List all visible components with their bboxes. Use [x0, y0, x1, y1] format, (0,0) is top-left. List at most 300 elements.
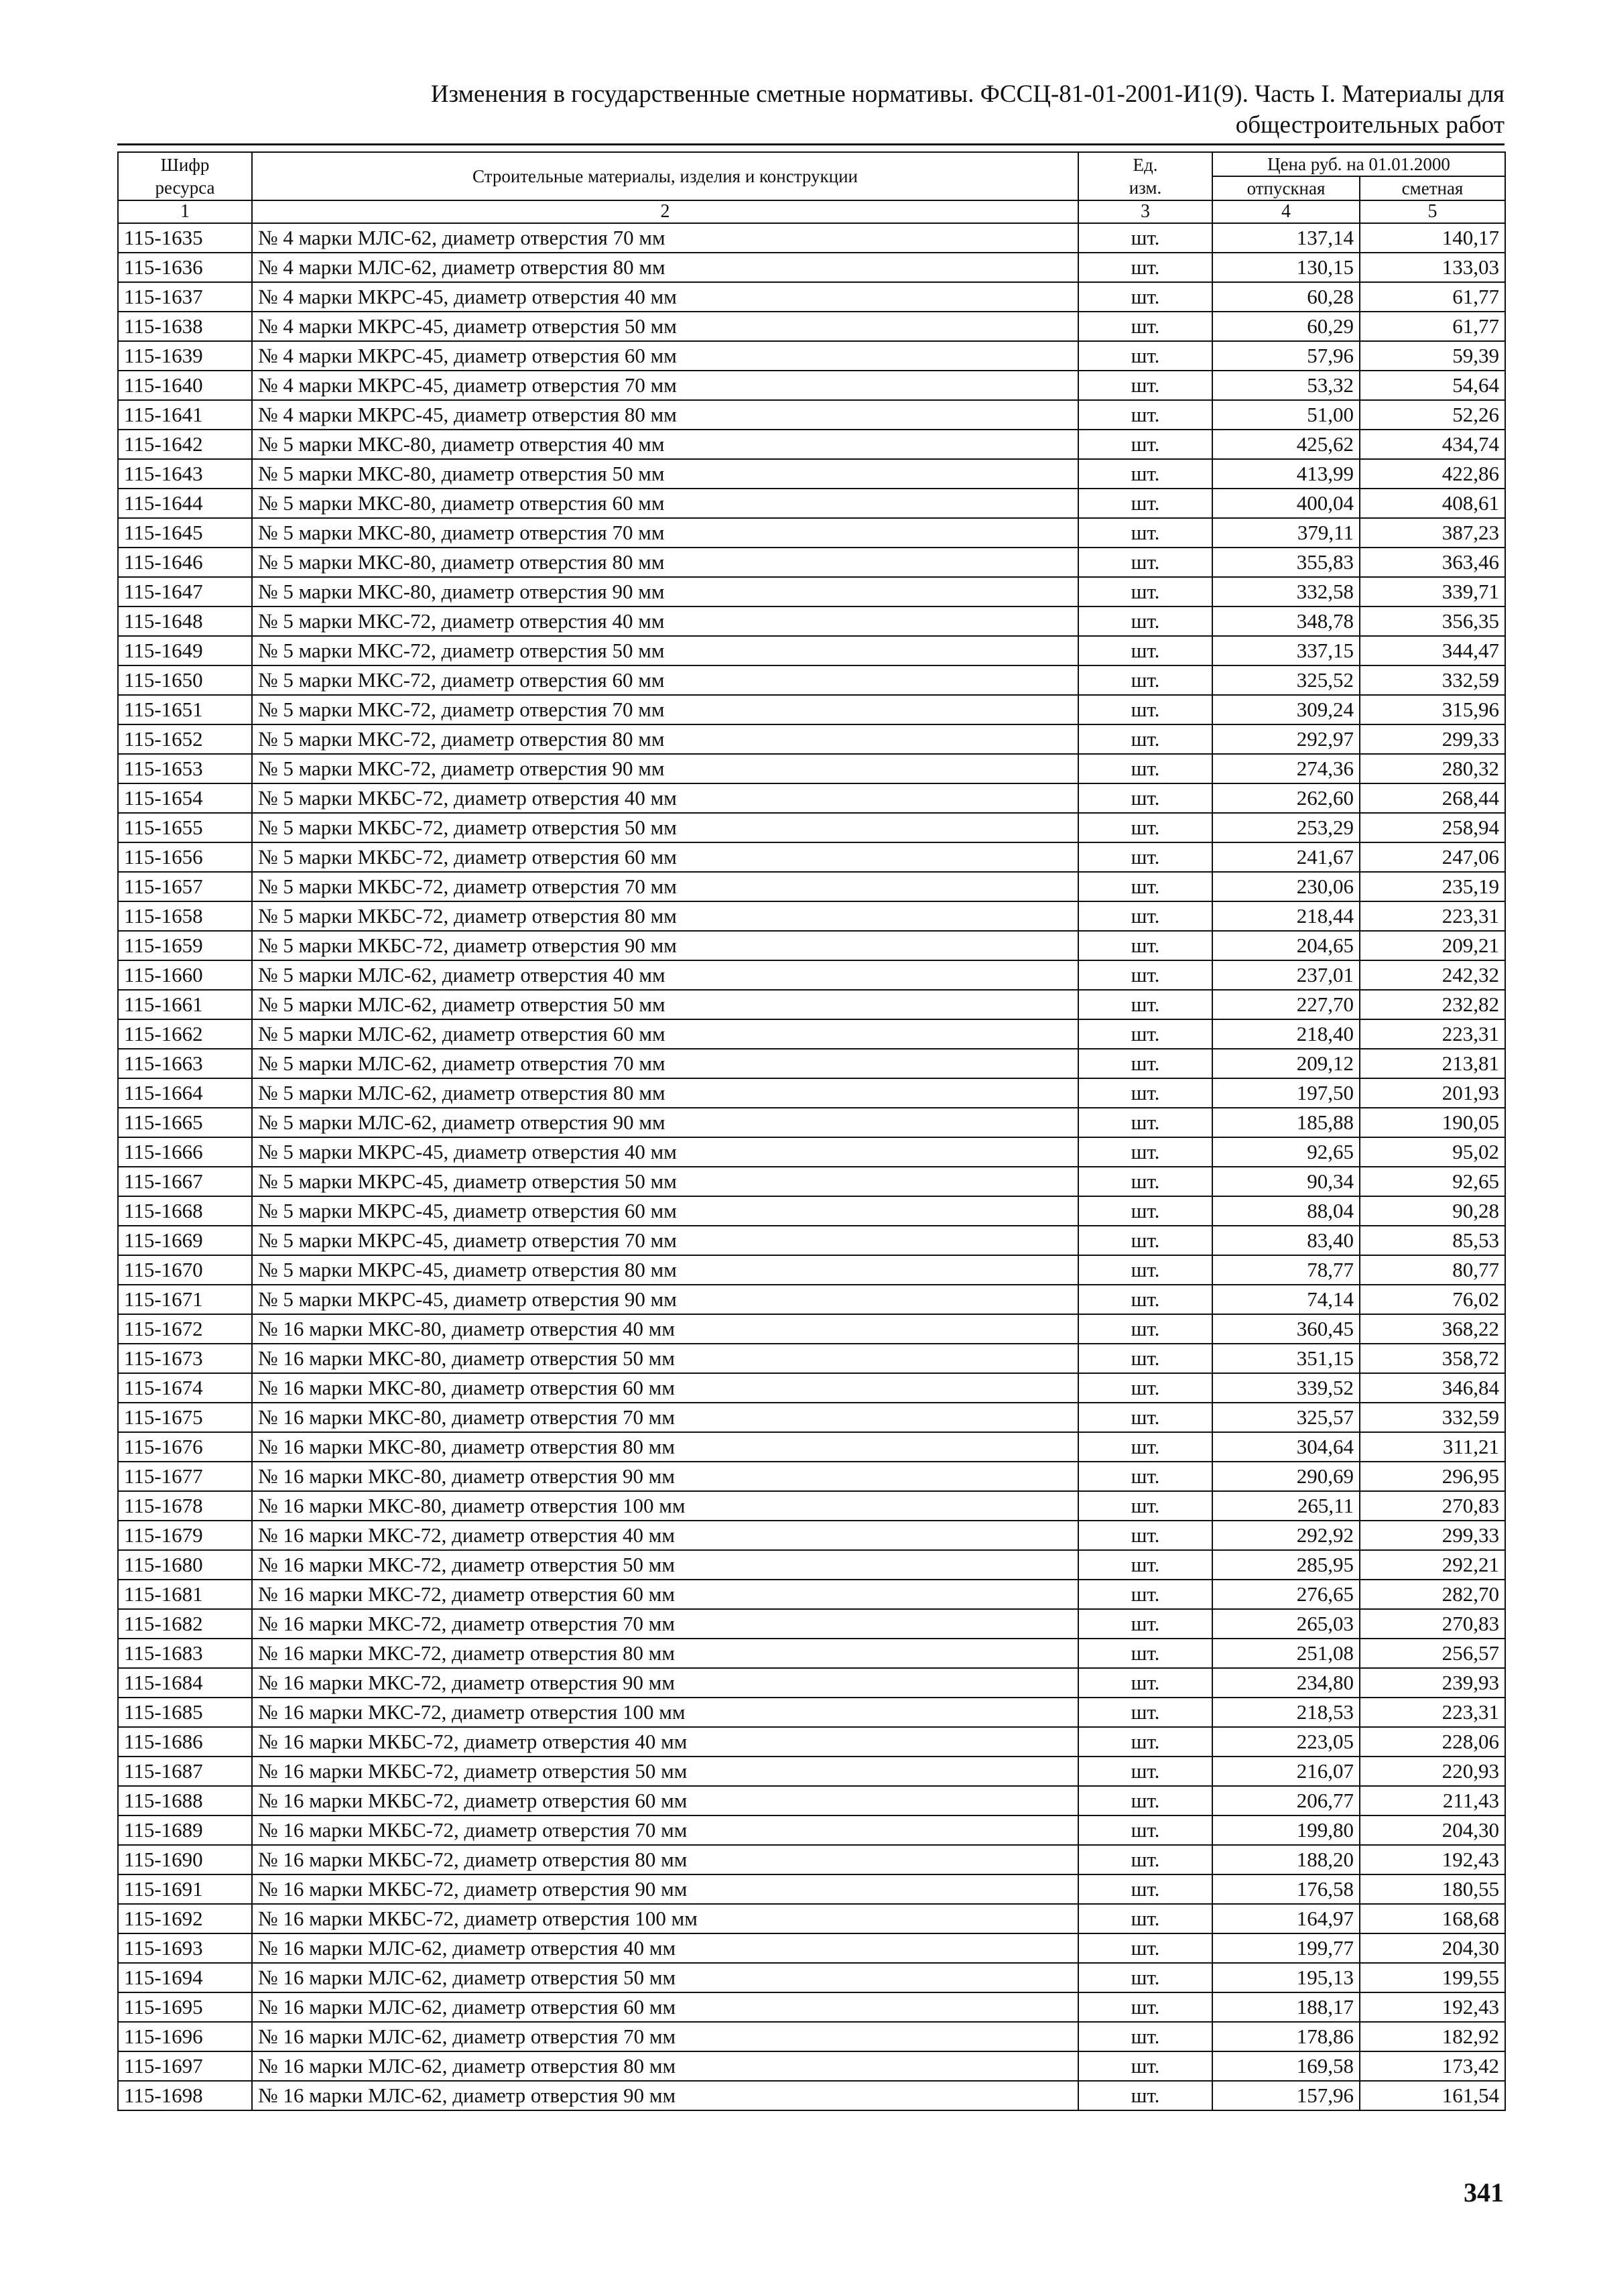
release-price-cell: 53,32: [1212, 371, 1360, 400]
resource-code-cell: 115-1637: [118, 282, 252, 312]
table-row: [118, 842, 1505, 872]
estimate-price-cell: 339,71: [1360, 577, 1505, 607]
resource-code-cell: 115-1661: [118, 990, 252, 1019]
material-name-cell: № 5 марки МКРС-45, диаметр отверстия 90 мм: [252, 1285, 1078, 1314]
release-price-cell: 325,57: [1212, 1403, 1360, 1432]
table-row: [118, 636, 1505, 665]
material-name-cell: № 16 марки МКС-80, диаметр отверстия 80 мм: [252, 1432, 1078, 1462]
material-name-cell: № 16 марки МКС-80, диаметр отверстия 90 мм: [252, 1462, 1078, 1491]
unit-cell: шт.: [1078, 1698, 1212, 1727]
unit-cell: шт.: [1078, 430, 1212, 459]
material-name-cell: № 16 марки МЛС-62, диаметр отверстия 80 мм: [252, 2051, 1078, 2081]
header-price-release: отпускная: [1212, 176, 1360, 200]
unit-cell: шт.: [1078, 1550, 1212, 1580]
resource-code-cell: 115-1698: [118, 2081, 252, 2110]
resource-code-cell: 115-1669: [118, 1226, 252, 1255]
header-price-estimate: сметная: [1360, 176, 1505, 200]
release-price-cell: 237,01: [1212, 960, 1360, 990]
unit-cell: шт.: [1078, 1904, 1212, 1933]
estimate-price-cell: 242,32: [1360, 960, 1505, 990]
table-row: [118, 430, 1505, 459]
release-price-cell: 234,80: [1212, 1668, 1360, 1698]
release-price-cell: 169,58: [1212, 2051, 1360, 2081]
material-name-cell: № 16 марки МЛС-62, диаметр отверстия 50 мм: [252, 1963, 1078, 1992]
table-header: [118, 152, 1505, 223]
material-name-cell: № 16 марки МКС-72, диаметр отверстия 60 мм: [252, 1580, 1078, 1609]
estimate-price-cell: 280,32: [1360, 754, 1505, 783]
table-row: [118, 1049, 1505, 1078]
unit-cell: шт.: [1078, 783, 1212, 813]
unit-cell: шт.: [1078, 665, 1212, 695]
estimate-price-cell: 223,31: [1360, 1698, 1505, 1727]
release-price-cell: 285,95: [1212, 1550, 1360, 1580]
release-price-cell: 60,29: [1212, 312, 1360, 341]
release-price-cell: 74,14: [1212, 1285, 1360, 1314]
unit-cell: шт.: [1078, 1255, 1212, 1285]
unit-cell: шт.: [1078, 2051, 1212, 2081]
table-row: [118, 872, 1505, 901]
release-price-cell: 185,88: [1212, 1108, 1360, 1137]
table-row: [118, 665, 1505, 695]
resource-code-cell: 115-1677: [118, 1462, 252, 1491]
unit-cell: шт.: [1078, 1580, 1212, 1609]
material-name-cell: № 4 марки МКРС-45, диаметр отверстия 60 мм: [252, 341, 1078, 371]
resource-code-cell: 115-1650: [118, 665, 252, 695]
unit-cell: шт.: [1078, 872, 1212, 901]
resource-code-cell: 115-1635: [118, 223, 252, 253]
resource-code-cell: 115-1645: [118, 518, 252, 548]
table-row: [118, 1403, 1505, 1432]
resource-code-cell: 115-1697: [118, 2051, 252, 2081]
resource-code-cell: 115-1681: [118, 1580, 252, 1609]
unit-cell: шт.: [1078, 1521, 1212, 1550]
unit-cell: шт.: [1078, 1609, 1212, 1639]
unit-cell: шт.: [1078, 1403, 1212, 1432]
resource-code-cell: 115-1692: [118, 1904, 252, 1933]
material-name-cell: № 16 марки МКС-72, диаметр отверстия 50 мм: [252, 1550, 1078, 1580]
estimate-price-cell: 95,02: [1360, 1137, 1505, 1167]
header-code: [118, 152, 252, 200]
estimate-price-cell: 192,43: [1360, 1845, 1505, 1874]
material-name-cell: № 5 марки МКБС-72, диаметр отверстия 70 мм: [252, 872, 1078, 901]
release-price-cell: 265,11: [1212, 1491, 1360, 1521]
material-name-cell: № 5 марки МКС-72, диаметр отверстия 90 мм: [252, 754, 1078, 783]
table-row: [118, 1727, 1505, 1757]
material-name-cell: № 5 марки МЛС-62, диаметр отверстия 90 мм: [252, 1108, 1078, 1137]
table-row: [118, 813, 1505, 842]
estimate-price-cell: 59,39: [1360, 341, 1505, 371]
table-row: [118, 2051, 1505, 2081]
estimate-price-cell: 223,31: [1360, 1019, 1505, 1049]
resource-code-cell: 115-1689: [118, 1815, 252, 1845]
material-name-cell: № 5 марки МКРС-45, диаметр отверстия 50 мм: [252, 1167, 1078, 1196]
material-name-cell: № 5 марки МКС-72, диаметр отверстия 50 мм: [252, 636, 1078, 665]
resource-code-cell: 115-1642: [118, 430, 252, 459]
resource-code-cell: 115-1674: [118, 1373, 252, 1403]
table-row: [118, 1108, 1505, 1137]
estimate-price-cell: 358,72: [1360, 1344, 1505, 1373]
material-name-cell: № 4 марки МЛС-62, диаметр отверстия 70 мм: [252, 223, 1078, 253]
estimate-price-cell: 282,70: [1360, 1580, 1505, 1609]
estimate-price-cell: 213,81: [1360, 1049, 1505, 1078]
resource-code-cell: 115-1673: [118, 1344, 252, 1373]
unit-cell: шт.: [1078, 754, 1212, 783]
unit-cell: шт.: [1078, 1344, 1212, 1373]
release-price-cell: 78,77: [1212, 1255, 1360, 1285]
release-price-cell: 351,15: [1212, 1344, 1360, 1373]
release-price-cell: 137,14: [1212, 223, 1360, 253]
release-price-cell: 197,50: [1212, 1078, 1360, 1108]
estimate-price-cell: 408,61: [1360, 489, 1505, 518]
estimate-price-cell: 173,42: [1360, 2051, 1505, 2081]
resource-code-cell: 115-1636: [118, 253, 252, 282]
resource-code-cell: 115-1685: [118, 1698, 252, 1727]
resource-code-cell: 115-1663: [118, 1049, 252, 1078]
unit-cell: шт.: [1078, 1874, 1212, 1904]
resource-code-cell: 115-1638: [118, 312, 252, 341]
estimate-price-cell: 61,77: [1360, 312, 1505, 341]
resource-code-cell: 115-1644: [118, 489, 252, 518]
resource-code-cell: 115-1639: [118, 341, 252, 371]
estimate-price-cell: 182,92: [1360, 2022, 1505, 2051]
material-name-cell: № 5 марки МКС-80, диаметр отверстия 60 мм: [252, 489, 1078, 518]
material-name-cell: № 16 марки МКС-72, диаметр отверстия 70 мм: [252, 1609, 1078, 1639]
release-price-cell: 262,60: [1212, 783, 1360, 813]
release-price-cell: 325,52: [1212, 665, 1360, 695]
material-name-cell: № 5 марки МКС-72, диаметр отверстия 70 мм: [252, 695, 1078, 724]
estimate-price-cell: 228,06: [1360, 1727, 1505, 1757]
estimate-price-cell: 199,55: [1360, 1963, 1505, 1992]
resource-code-cell: 115-1659: [118, 931, 252, 960]
column-number: 5: [1360, 200, 1505, 223]
material-name-cell: № 5 марки МЛС-62, диаметр отверстия 80 мм: [252, 1078, 1078, 1108]
unit-cell: шт.: [1078, 1815, 1212, 1845]
resource-code-cell: 115-1655: [118, 813, 252, 842]
unit-cell: шт.: [1078, 282, 1212, 312]
material-name-cell: № 5 марки МКС-80, диаметр отверстия 90 мм: [252, 577, 1078, 607]
table-row: [118, 1432, 1505, 1462]
material-name-cell: № 16 марки МКС-80, диаметр отверстия 50 мм: [252, 1344, 1078, 1373]
estimate-price-cell: 292,21: [1360, 1550, 1505, 1580]
estimate-price-cell: 422,86: [1360, 459, 1505, 489]
column-number: 4: [1212, 200, 1360, 223]
unit-cell: шт.: [1078, 1757, 1212, 1786]
estimate-price-cell: 90,28: [1360, 1196, 1505, 1226]
resource-code-cell: 115-1649: [118, 636, 252, 665]
price-table: [117, 151, 1506, 2111]
table-row: [118, 1609, 1505, 1639]
estimate-price-cell: 140,17: [1360, 223, 1505, 253]
material-name-cell: № 16 марки МЛС-62, диаметр отверстия 90 мм: [252, 2081, 1078, 2110]
table-row: [118, 1815, 1505, 1845]
unit-cell: шт.: [1078, 931, 1212, 960]
release-price-cell: 218,40: [1212, 1019, 1360, 1049]
unit-cell: шт.: [1078, 577, 1212, 607]
table-row: [118, 2081, 1505, 2110]
table-row: [118, 459, 1505, 489]
resource-code-cell: 115-1643: [118, 459, 252, 489]
resource-code-cell: 115-1679: [118, 1521, 252, 1550]
estimate-price-cell: 54,64: [1360, 371, 1505, 400]
release-price-cell: 204,65: [1212, 931, 1360, 960]
material-name-cell: № 5 марки МКРС-45, диаметр отверстия 40 мм: [252, 1137, 1078, 1167]
table-row: [118, 223, 1505, 253]
table-row: [118, 1167, 1505, 1196]
estimate-price-cell: 161,54: [1360, 2081, 1505, 2110]
table-row: [118, 1963, 1505, 1992]
release-price-cell: 216,07: [1212, 1757, 1360, 1786]
material-name-cell: № 5 марки МКРС-45, диаметр отверстия 80 мм: [252, 1255, 1078, 1285]
material-name-cell: № 5 марки МЛС-62, диаметр отверстия 70 мм: [252, 1049, 1078, 1078]
release-price-cell: 218,44: [1212, 901, 1360, 931]
table-row: [118, 1580, 1505, 1609]
unit-cell: шт.: [1078, 1285, 1212, 1314]
unit-cell: шт.: [1078, 548, 1212, 577]
unit-cell: шт.: [1078, 1727, 1212, 1757]
release-price-cell: 360,45: [1212, 1314, 1360, 1344]
estimate-price-cell: 133,03: [1360, 253, 1505, 282]
resource-code-cell: 115-1690: [118, 1845, 252, 1874]
table-row: [118, 1255, 1505, 1285]
table-row: [118, 282, 1505, 312]
unit-cell: шт.: [1078, 1963, 1212, 1992]
unit-cell: шт.: [1078, 724, 1212, 754]
table-row: [118, 1874, 1505, 1904]
release-price-cell: 309,24: [1212, 695, 1360, 724]
table-row: [118, 548, 1505, 577]
estimate-price-cell: 256,57: [1360, 1639, 1505, 1668]
release-price-cell: 90,34: [1212, 1167, 1360, 1196]
table-row: [118, 1491, 1505, 1521]
release-price-cell: 199,77: [1212, 1933, 1360, 1963]
release-price-cell: 251,08: [1212, 1639, 1360, 1668]
header-name: Строительные материалы, изделия и конструкции: [252, 152, 1078, 200]
material-name-cell: № 5 марки МКБС-72, диаметр отверстия 60 мм: [252, 842, 1078, 872]
table-row: [118, 1196, 1505, 1226]
resource-code-cell: 115-1665: [118, 1108, 252, 1137]
header-price-group: Цена руб. на 01.01.2000: [1212, 152, 1505, 176]
material-name-cell: № 16 марки МКС-72, диаметр отверстия 100 мм: [252, 1698, 1078, 1727]
material-name-cell: № 16 марки МЛС-62, диаметр отверстия 70 мм: [252, 2022, 1078, 2051]
material-name-cell: № 16 марки МКБС-72, диаметр отверстия 50 мм: [252, 1757, 1078, 1786]
unit-cell: шт.: [1078, 1137, 1212, 1167]
unit-cell: шт.: [1078, 1196, 1212, 1226]
unit-cell: шт.: [1078, 223, 1212, 253]
unit-cell: шт.: [1078, 1167, 1212, 1196]
estimate-price-cell: 85,53: [1360, 1226, 1505, 1255]
table-row: [118, 577, 1505, 607]
release-price-cell: 227,70: [1212, 990, 1360, 1019]
estimate-price-cell: 92,65: [1360, 1167, 1505, 1196]
release-price-cell: 348,78: [1212, 607, 1360, 636]
unit-cell: шт.: [1078, 901, 1212, 931]
header-unit: [1078, 152, 1212, 200]
table-row: [118, 1373, 1505, 1403]
estimate-price-cell: 296,95: [1360, 1462, 1505, 1491]
unit-cell: шт.: [1078, 312, 1212, 341]
table-row: [118, 1757, 1505, 1786]
table-row: [118, 371, 1505, 400]
release-price-cell: 253,29: [1212, 813, 1360, 842]
estimate-price-cell: 211,43: [1360, 1786, 1505, 1815]
estimate-price-cell: 204,30: [1360, 1815, 1505, 1845]
table-row: [118, 1019, 1505, 1049]
material-name-cell: № 16 марки МКС-80, диаметр отверстия 40 мм: [252, 1314, 1078, 1344]
material-name-cell: № 5 марки МКРС-45, диаметр отверстия 60 мм: [252, 1196, 1078, 1226]
estimate-price-cell: 387,23: [1360, 518, 1505, 548]
estimate-price-cell: 299,33: [1360, 1521, 1505, 1550]
resource-code-cell: 115-1695: [118, 1992, 252, 2022]
release-price-cell: 355,83: [1212, 548, 1360, 577]
table-row: [118, 724, 1505, 754]
table-row: [118, 695, 1505, 724]
release-price-cell: 337,15: [1212, 636, 1360, 665]
table-row: [118, 960, 1505, 990]
material-name-cell: № 5 марки МКБС-72, диаметр отверстия 40 мм: [252, 783, 1078, 813]
material-name-cell: № 5 марки МЛС-62, диаметр отверстия 40 мм: [252, 960, 1078, 990]
resource-code-cell: 115-1670: [118, 1255, 252, 1285]
resource-code-cell: 115-1688: [118, 1786, 252, 1815]
estimate-price-cell: 270,83: [1360, 1609, 1505, 1639]
unit-cell: шт.: [1078, 842, 1212, 872]
unit-cell: шт.: [1078, 1019, 1212, 1049]
release-price-cell: 400,04: [1212, 489, 1360, 518]
resource-code-cell: 115-1652: [118, 724, 252, 754]
material-name-cell: № 5 марки МКС-80, диаметр отверстия 40 мм: [252, 430, 1078, 459]
estimate-price-cell: 356,35: [1360, 607, 1505, 636]
release-price-cell: 379,11: [1212, 518, 1360, 548]
unit-cell: шт.: [1078, 607, 1212, 636]
table-row: [118, 1786, 1505, 1815]
resource-code-cell: 115-1683: [118, 1639, 252, 1668]
table-row: [118, 1904, 1505, 1933]
resource-code-cell: 115-1646: [118, 548, 252, 577]
unit-cell: шт.: [1078, 2081, 1212, 2110]
estimate-price-cell: 76,02: [1360, 1285, 1505, 1314]
release-price-cell: 292,97: [1212, 724, 1360, 754]
resource-code-cell: 115-1641: [118, 400, 252, 430]
release-price-cell: 57,96: [1212, 341, 1360, 371]
material-name-cell: № 5 марки МКС-80, диаметр отверстия 50 мм: [252, 459, 1078, 489]
unit-cell: шт.: [1078, 341, 1212, 371]
estimate-price-cell: 192,43: [1360, 1992, 1505, 2022]
table-row: [118, 990, 1505, 1019]
estimate-price-cell: 247,06: [1360, 842, 1505, 872]
release-price-cell: 51,00: [1212, 400, 1360, 430]
unit-cell: шт.: [1078, 371, 1212, 400]
material-name-cell: № 5 марки МКБС-72, диаметр отверстия 80 мм: [252, 901, 1078, 931]
table-row: [118, 1550, 1505, 1580]
resource-code-cell: 115-1676: [118, 1432, 252, 1462]
unit-cell: шт.: [1078, 1078, 1212, 1108]
material-name-cell: № 16 марки МКС-80, диаметр отверстия 60 мм: [252, 1373, 1078, 1403]
material-name-cell: № 5 марки МКС-72, диаметр отверстия 60 мм: [252, 665, 1078, 695]
unit-cell: шт.: [1078, 400, 1212, 430]
estimate-price-cell: 346,84: [1360, 1373, 1505, 1403]
material-name-cell: № 16 марки МКБС-72, диаметр отверстия 80 мм: [252, 1845, 1078, 1874]
resource-code-cell: 115-1680: [118, 1550, 252, 1580]
unit-cell: шт.: [1078, 960, 1212, 990]
table-row: [118, 1285, 1505, 1314]
table-row: [118, 1137, 1505, 1167]
release-price-cell: 178,86: [1212, 2022, 1360, 2051]
estimate-price-cell: 190,05: [1360, 1108, 1505, 1137]
estimate-price-cell: 363,46: [1360, 548, 1505, 577]
release-price-cell: 88,04: [1212, 1196, 1360, 1226]
unit-cell: шт.: [1078, 1992, 1212, 2022]
release-price-cell: 199,80: [1212, 1815, 1360, 1845]
header-code-line-2: ресурса: [155, 178, 215, 198]
table-row: [118, 607, 1505, 636]
material-name-cell: № 16 марки МКБС-72, диаметр отверстия 70 мм: [252, 1815, 1078, 1845]
unit-cell: шт.: [1078, 1314, 1212, 1344]
estimate-price-cell: 315,96: [1360, 695, 1505, 724]
table-row: [118, 901, 1505, 931]
resource-code-cell: 115-1640: [118, 371, 252, 400]
header-title-line-1: Изменения в государственные сметные нормативы. ФССЦ-81-01-2001-И1(9). Часть I. Материалы для: [430, 80, 1505, 108]
material-name-cell: № 16 марки МКС-72, диаметр отверстия 90 мм: [252, 1668, 1078, 1698]
table-row: [118, 754, 1505, 783]
release-price-cell: 425,62: [1212, 430, 1360, 459]
unit-cell: шт.: [1078, 1108, 1212, 1137]
resource-code-cell: 115-1648: [118, 607, 252, 636]
unit-cell: шт.: [1078, 695, 1212, 724]
estimate-price-cell: 332,59: [1360, 665, 1505, 695]
unit-cell: шт.: [1078, 489, 1212, 518]
material-name-cell: № 16 марки МКС-72, диаметр отверстия 40 мм: [252, 1521, 1078, 1550]
estimate-price-cell: 332,59: [1360, 1403, 1505, 1432]
resource-code-cell: 115-1672: [118, 1314, 252, 1344]
table-row: [118, 312, 1505, 341]
material-name-cell: № 4 марки МЛС-62, диаметр отверстия 80 мм: [252, 253, 1078, 282]
header-rule: [117, 143, 1505, 145]
release-price-cell: 223,05: [1212, 1727, 1360, 1757]
release-price-cell: 209,12: [1212, 1049, 1360, 1078]
estimate-price-cell: 258,94: [1360, 813, 1505, 842]
unit-cell: шт.: [1078, 1049, 1212, 1078]
material-name-cell: № 5 марки МКС-80, диаметр отверстия 70 мм: [252, 518, 1078, 548]
resource-code-cell: 115-1647: [118, 577, 252, 607]
resource-code-cell: 115-1657: [118, 872, 252, 901]
estimate-price-cell: 270,83: [1360, 1491, 1505, 1521]
table-row: [118, 341, 1505, 371]
resource-code-cell: 115-1656: [118, 842, 252, 872]
resource-code-cell: 115-1684: [118, 1668, 252, 1698]
estimate-price-cell: 201,93: [1360, 1078, 1505, 1108]
resource-code-cell: 115-1671: [118, 1285, 252, 1314]
unit-cell: шт.: [1078, 2022, 1212, 2051]
release-price-cell: 332,58: [1212, 577, 1360, 607]
release-price-cell: 274,36: [1212, 754, 1360, 783]
release-price-cell: 230,06: [1212, 872, 1360, 901]
table-row: [118, 1521, 1505, 1550]
unit-cell: шт.: [1078, 1226, 1212, 1255]
resource-code-cell: 115-1682: [118, 1609, 252, 1639]
release-price-cell: 176,58: [1212, 1874, 1360, 1904]
material-name-cell: № 16 марки МКБС-72, диаметр отверстия 40 мм: [252, 1727, 1078, 1757]
material-name-cell: № 4 марки МКРС-45, диаметр отверстия 70 мм: [252, 371, 1078, 400]
table-row: [118, 1698, 1505, 1727]
estimate-price-cell: 235,19: [1360, 872, 1505, 901]
unit-cell: шт.: [1078, 990, 1212, 1019]
material-name-cell: № 16 марки МКБС-72, диаметр отверстия 90 мм: [252, 1874, 1078, 1904]
table-row: [118, 518, 1505, 548]
table-row: [118, 1314, 1505, 1344]
material-name-cell: № 5 марки МКБС-72, диаметр отверстия 50 мм: [252, 813, 1078, 842]
estimate-price-cell: 168,68: [1360, 1904, 1505, 1933]
material-name-cell: № 4 марки МКРС-45, диаметр отверстия 80 мм: [252, 400, 1078, 430]
material-name-cell: № 16 марки МЛС-62, диаметр отверстия 40 мм: [252, 1933, 1078, 1963]
